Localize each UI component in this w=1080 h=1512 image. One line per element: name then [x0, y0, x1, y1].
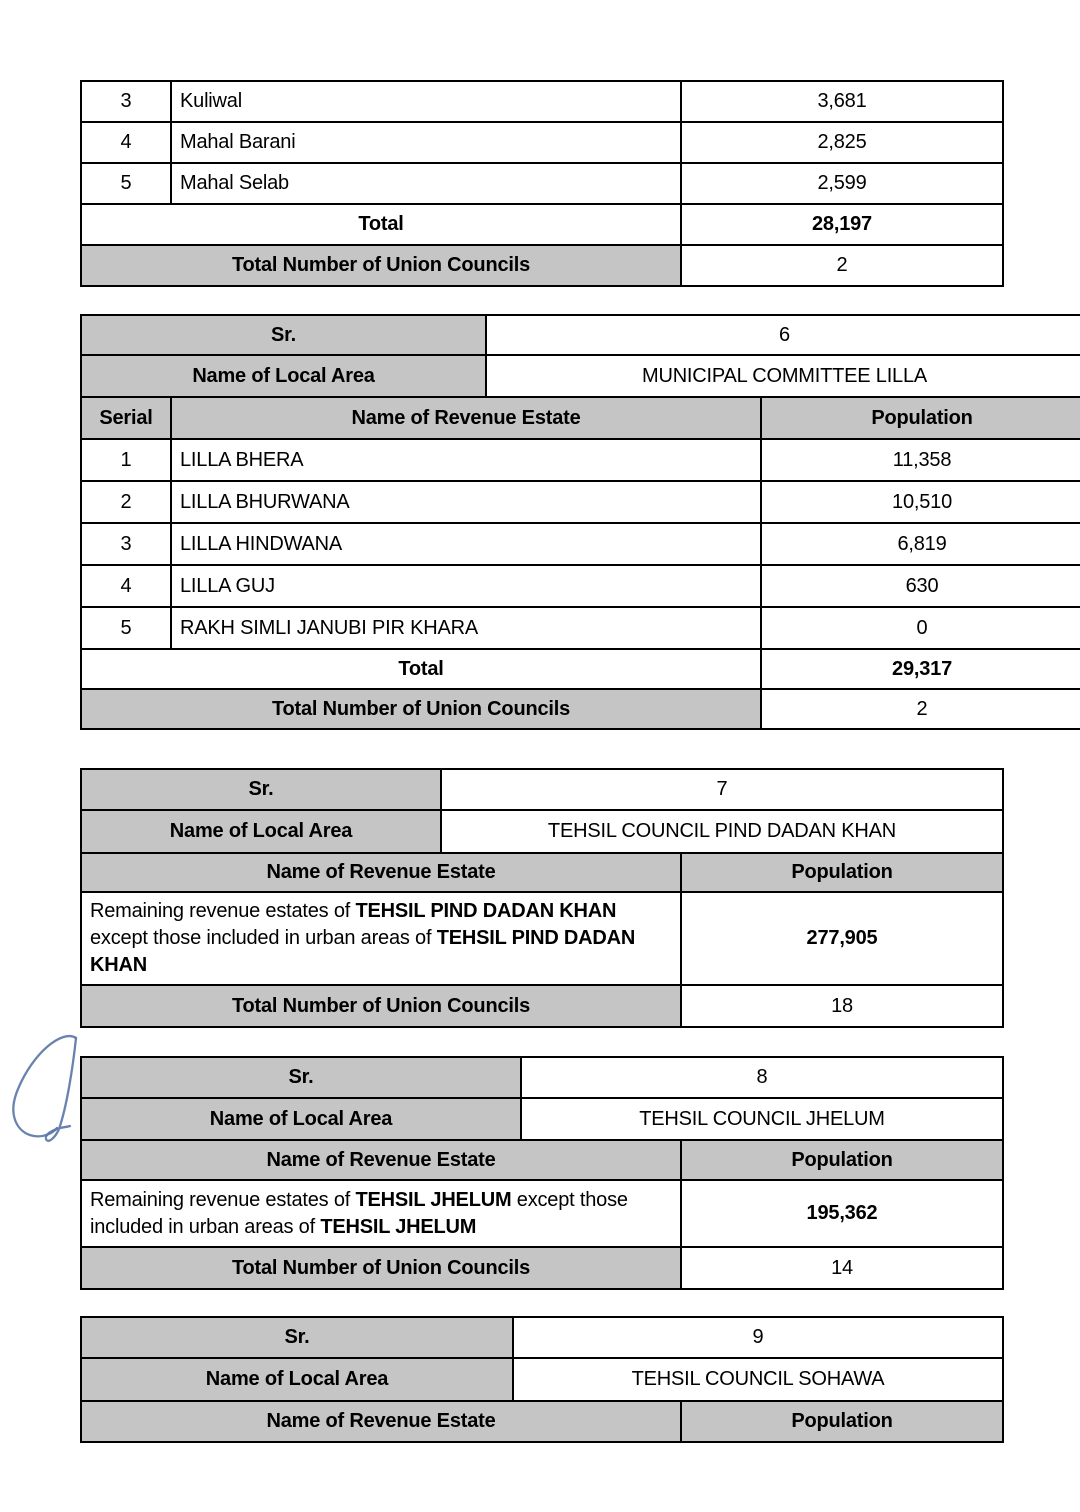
estate-text-bold: TEHSIL JHELUM: [320, 1215, 477, 1238]
table-row: [81, 122, 1003, 163]
union-councils-label: Total Number of Union Councils: [81, 985, 681, 1027]
estate-text: except those included in urban areas of: [90, 1188, 628, 1238]
estate-name-cell: LILLA BHERA: [171, 439, 761, 481]
serial-header: Serial: [81, 397, 171, 439]
serial-cell: 4: [81, 565, 171, 607]
total-label: Total: [81, 204, 681, 245]
union-councils-row: [81, 985, 1003, 1027]
table-row: [81, 163, 1003, 204]
table-row: [81, 892, 1003, 985]
union-councils-value: 2: [681, 245, 1003, 286]
local-area-row: [81, 1098, 1003, 1140]
estate-name-cell: RAKH SIMLI JANUBI PIR KHARA: [171, 607, 761, 649]
section-8-table: [80, 1056, 1004, 1290]
local-area-row: [81, 810, 1003, 853]
union-councils-row: [81, 245, 1003, 286]
estate-text-bold: TEHSIL PIND DADAN KHAN: [355, 900, 617, 922]
population-cell: 11,358: [761, 439, 1080, 481]
table-row: [81, 481, 1080, 523]
revenue-estate-header: Name of Revenue Estate: [81, 1401, 681, 1442]
total-population-value: 29,317: [761, 649, 1080, 689]
estate-name-cell: Mahal Selab: [171, 163, 681, 204]
estate-name-cell: LILLA BHURWANA: [171, 481, 761, 523]
local-area-value: TEHSIL COUNCIL PIND DADAN KHAN: [441, 810, 1003, 853]
estate-description-cell: [81, 892, 681, 985]
serial-cell: 1: [81, 439, 171, 481]
sr-label: Sr.: [81, 1057, 521, 1098]
population-cell: 2,599: [681, 163, 1003, 204]
union-council-table-continued: [80, 80, 1004, 287]
sr-row: [81, 315, 1080, 355]
estate-name-cell: LILLA GUJ: [171, 565, 761, 607]
estate-text-bold: TEHSIL PIND DADAN KHAN: [90, 927, 636, 976]
union-councils-label: Total Number of Union Councils: [81, 689, 761, 729]
estate-name-cell: Mahal Barani: [171, 122, 681, 163]
column-header-row: [81, 397, 1080, 439]
population-header: Population: [681, 1401, 1003, 1442]
serial-cell: 3: [81, 523, 171, 565]
union-councils-row: [81, 689, 1080, 729]
union-councils-label: Total Number of Union Councils: [81, 245, 681, 286]
section-6-table: [80, 314, 1080, 730]
population-header: Population: [681, 853, 1003, 892]
population-cell: 195,362: [681, 1180, 1003, 1247]
sr-row: [81, 1057, 1003, 1098]
sr-label: Sr.: [81, 769, 441, 810]
local-area-value: TEHSIL COUNCIL SOHAWA: [513, 1358, 1003, 1401]
local-area-label: Name of Local Area: [81, 355, 486, 397]
revenue-estate-header: Name of Revenue Estate: [81, 853, 681, 892]
sr-row: [81, 1317, 1003, 1358]
population-cell: 3,681: [681, 81, 1003, 122]
union-councils-value: 14: [681, 1247, 1003, 1289]
serial-cell: 5: [81, 163, 171, 204]
local-area-value: TEHSIL COUNCIL JHELUM: [521, 1098, 1003, 1140]
serial-cell: 3: [81, 81, 171, 122]
population-header: Population: [761, 397, 1080, 439]
total-label: Total: [81, 649, 761, 689]
sr-value: 9: [513, 1317, 1003, 1358]
total-row: [81, 204, 1003, 245]
population-cell: 0: [761, 607, 1080, 649]
union-councils-value: 2: [761, 689, 1080, 729]
local-area-row: [81, 1358, 1003, 1401]
estate-description-cell: [81, 1180, 681, 1247]
total-population-value: 28,197: [681, 204, 1003, 245]
local-area-value: MUNICIPAL COMMITTEE LILLA: [486, 355, 1080, 397]
serial-cell: 2: [81, 481, 171, 523]
sr-label: Sr.: [81, 1317, 513, 1358]
column-header-row: [81, 1140, 1003, 1180]
table-row: [81, 523, 1080, 565]
population-cell: 630: [761, 565, 1080, 607]
sr-value: 7: [441, 769, 1003, 810]
estate-text: Remaining revenue estates of: [90, 900, 356, 922]
table-row: [81, 565, 1080, 607]
estate-text: Remaining revenue estates of: [90, 1188, 356, 1211]
population-cell: 2,825: [681, 122, 1003, 163]
union-councils-value: 18: [681, 985, 1003, 1027]
sr-value: 8: [521, 1057, 1003, 1098]
population-cell: 277,905: [681, 892, 1003, 985]
column-header-row: [81, 853, 1003, 892]
local-area-row: [81, 355, 1080, 397]
revenue-estate-header: Name of Revenue Estate: [171, 397, 761, 439]
table-row: [81, 81, 1003, 122]
population-cell: 10,510: [761, 481, 1080, 523]
local-area-label: Name of Local Area: [81, 810, 441, 853]
estate-name-cell: Kuliwal: [171, 81, 681, 122]
sr-value: 6: [486, 315, 1080, 355]
section-9-table: [80, 1316, 1004, 1443]
local-area-label: Name of Local Area: [81, 1098, 521, 1140]
table-row: [81, 1180, 1003, 1247]
local-area-label: Name of Local Area: [81, 1358, 513, 1401]
sr-row: [81, 769, 1003, 810]
union-councils-label: Total Number of Union Councils: [81, 1247, 681, 1289]
table-row: [81, 439, 1080, 481]
revenue-estate-header: Name of Revenue Estate: [81, 1140, 681, 1180]
total-row: [81, 649, 1080, 689]
estate-text-bold: TEHSIL JHELUM: [355, 1188, 512, 1211]
column-header-row: [81, 1401, 1003, 1442]
sr-label: Sr.: [81, 315, 486, 355]
population-cell: 6,819: [761, 523, 1080, 565]
section-7-table: [80, 768, 1004, 1028]
table-row: [81, 607, 1080, 649]
estate-name-cell: LILLA HINDWANA: [171, 523, 761, 565]
population-header: Population: [681, 1140, 1003, 1180]
serial-cell: 4: [81, 122, 171, 163]
union-councils-row: [81, 1247, 1003, 1289]
estate-text: except those included in urban areas of: [90, 927, 437, 949]
serial-cell: 5: [81, 607, 171, 649]
